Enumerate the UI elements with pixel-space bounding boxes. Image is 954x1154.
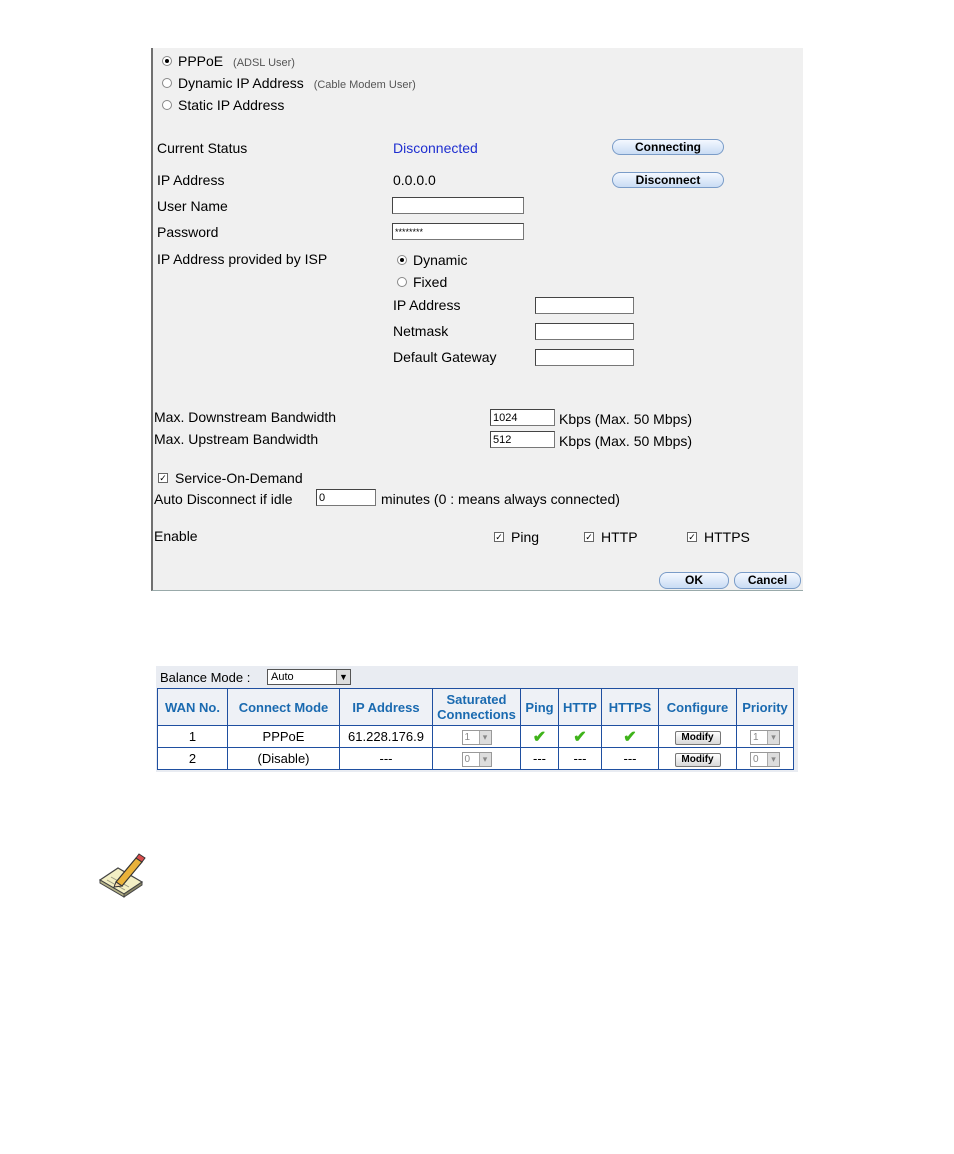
- wan-no: 1: [158, 726, 228, 748]
- col-priority: Priority: [737, 689, 794, 726]
- upstream-input[interactable]: 512: [490, 431, 555, 448]
- auto-disconnect-unit: minutes (0 : means always connected): [381, 491, 620, 507]
- service-on-demand-checkbox[interactable]: ✓: [159, 473, 167, 484]
- col-configure: Configure: [659, 689, 737, 726]
- fixed-ip-input[interactable]: [535, 297, 634, 314]
- saturated-select[interactable]: 0 ▾: [462, 752, 492, 767]
- col-https: HTTPS: [602, 689, 659, 726]
- ok-button[interactable]: OK: [659, 572, 729, 589]
- upstream-unit: Kbps (Max. 50 Mbps): [559, 433, 693, 449]
- mode-option-pppoe[interactable]: PPPoE (ADSL User): [162, 53, 295, 71]
- saturated-select[interactable]: 1 ▾: [462, 730, 492, 745]
- ping-cell: [521, 726, 559, 748]
- https-cell: [602, 726, 659, 748]
- priority-select[interactable]: 1 ▾: [750, 730, 780, 745]
- connect-mode: (Disable): [228, 748, 340, 770]
- col-wan-no: WAN No.: [158, 689, 228, 726]
- col-connect-mode: Connect Mode: [228, 689, 340, 726]
- wan-settings-panel: [151, 48, 803, 591]
- col-saturated: Saturated Connections: [433, 689, 521, 726]
- configure-cell: [659, 726, 737, 748]
- ip-address-value: 0.0.0.0: [393, 172, 436, 188]
- current-status-value: Disconnected: [393, 140, 478, 156]
- col-ip-address: IP Address: [340, 689, 433, 726]
- ping-checkbox[interactable]: ✓: [495, 532, 503, 543]
- check-icon: ✔: [623, 728, 637, 746]
- modify-button[interactable]: Modify: [675, 731, 721, 745]
- pencil-note-icon: [98, 852, 146, 898]
- balance-mode-label: Balance Mode :: [160, 670, 251, 685]
- table-header-row: [158, 689, 794, 726]
- netmask-input[interactable]: [535, 323, 634, 340]
- netmask-label: Netmask: [393, 323, 449, 339]
- downstream-unit: Kbps (Max. 50 Mbps): [559, 411, 693, 427]
- enable-ping[interactable]: ✓ Ping: [495, 529, 540, 545]
- col-ping: Ping: [521, 689, 559, 726]
- downstream-input[interactable]: 1024: [490, 409, 555, 426]
- enable-http[interactable]: ✓ HTTP: [585, 529, 638, 545]
- ip-address: ---: [340, 748, 433, 770]
- ip-address-label: IP Address: [157, 172, 225, 188]
- radio-isp-fixed[interactable]: [397, 277, 407, 287]
- priority-select[interactable]: 0 ▾: [750, 752, 780, 767]
- radio-dynamic-ip[interactable]: [162, 78, 172, 88]
- ping-cell: ---: [521, 748, 559, 770]
- ip-address: 61.228.176.9: [340, 726, 433, 748]
- https-cell: ---: [602, 748, 659, 770]
- gateway-input[interactable]: [535, 349, 634, 366]
- table-row: [158, 726, 794, 748]
- password-label: Password: [157, 224, 219, 240]
- configure-cell: [659, 748, 737, 770]
- cancel-button[interactable]: Cancel: [734, 572, 801, 589]
- user-name-input[interactable]: [392, 197, 524, 214]
- https-checkbox[interactable]: ✓: [688, 532, 696, 543]
- chevron-down-icon: ▼: [336, 670, 350, 684]
- isp-ip-option-fixed[interactable]: Fixed: [397, 274, 447, 290]
- auto-disconnect-input[interactable]: 0: [316, 489, 376, 506]
- radio-static-ip[interactable]: [162, 100, 172, 110]
- auto-disconnect-label: Auto Disconnect if idle: [154, 491, 293, 507]
- check-icon: ✔: [573, 728, 587, 746]
- disconnect-button[interactable]: Disconnect: [612, 172, 724, 188]
- radio-pppoe[interactable]: [162, 56, 172, 66]
- priority-cell: [737, 748, 794, 770]
- gateway-label: Default Gateway: [393, 349, 497, 365]
- fixed-ip-label: IP Address: [393, 297, 461, 313]
- isp-ip-label: IP Address provided by ISP: [157, 251, 328, 267]
- service-on-demand[interactable]: ✓ Service-On-Demand: [159, 470, 303, 486]
- current-status-label: Current Status: [157, 140, 248, 156]
- http-cell: ---: [559, 748, 602, 770]
- http-checkbox[interactable]: ✓: [585, 532, 593, 543]
- modify-button[interactable]: Modify: [675, 753, 721, 767]
- enable-label: Enable: [154, 528, 198, 544]
- connect-mode: PPPoE: [228, 726, 340, 748]
- balance-mode-select[interactable]: Auto ▼: [267, 669, 351, 685]
- user-name-label: User Name: [157, 198, 228, 214]
- http-cell: [559, 726, 602, 748]
- wan-no: 2: [158, 748, 228, 770]
- priority-cell: [737, 726, 794, 748]
- wan-table: [157, 688, 794, 770]
- mode-option-dynamic-ip[interactable]: Dynamic IP Address (Cable Modem User): [162, 75, 416, 93]
- saturated-cell: [433, 748, 521, 770]
- table-row: [158, 748, 794, 770]
- col-http: HTTP: [559, 689, 602, 726]
- connecting-button[interactable]: Connecting: [612, 139, 724, 155]
- enable-https[interactable]: ✓ HTTPS: [688, 529, 750, 545]
- saturated-cell: [433, 726, 521, 748]
- password-input[interactable]: ********: [392, 223, 524, 240]
- upstream-label: Max. Upstream Bandwidth: [154, 431, 319, 447]
- mode-option-static-ip[interactable]: Static IP Address: [162, 97, 284, 113]
- radio-isp-dynamic[interactable]: [397, 255, 407, 265]
- check-icon: ✔: [532, 728, 547, 746]
- isp-ip-option-dynamic[interactable]: Dynamic: [397, 252, 467, 268]
- downstream-label: Max. Downstream Bandwidth: [154, 409, 337, 425]
